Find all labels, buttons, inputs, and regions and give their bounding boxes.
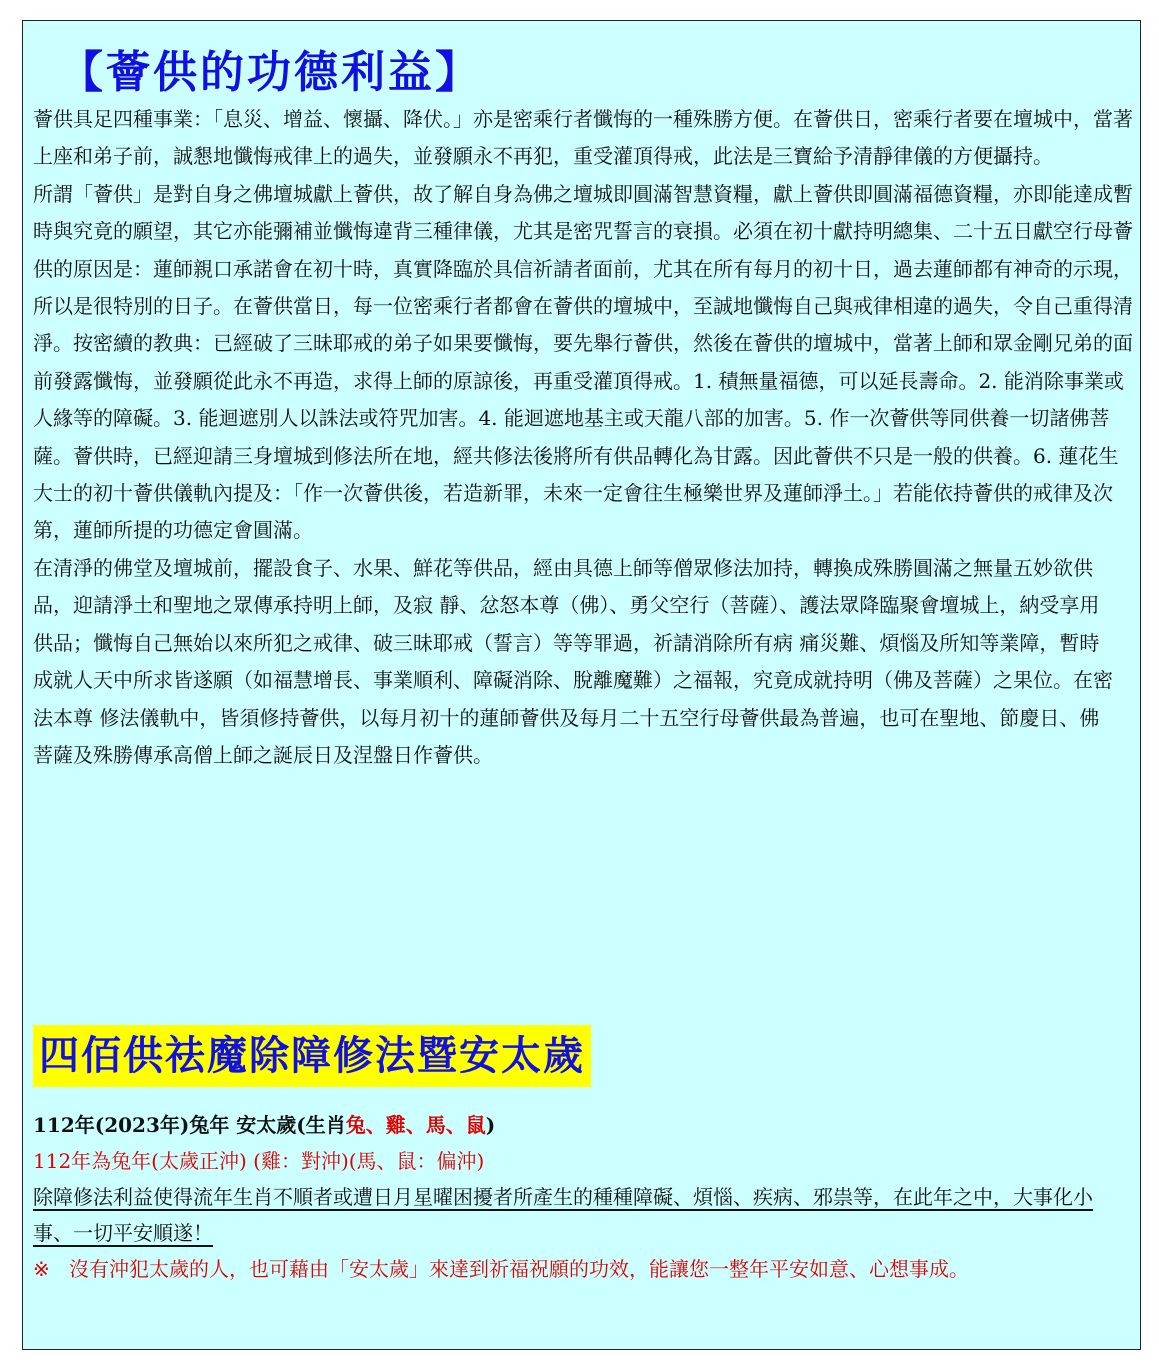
tai-sui-details bbox=[33, 1107, 1133, 1287]
section-title-tai-sui: 四佰供祛魔除障修法暨安太歲 bbox=[33, 1025, 591, 1087]
note-text: 沒有沖犯太歲的人，也可藉由「安太歲」來達到祈福祝願的功效，能讓您一整年平安如意、心想事成。 bbox=[69, 1257, 969, 1281]
zodiac-animals: 兔、雞、馬、鼠 bbox=[345, 1113, 486, 1137]
clash-line: 112年為兔年(太歲正沖) (雞：對沖)(馬、鼠：偏沖) bbox=[33, 1149, 485, 1173]
reference-mark-icon: ※ bbox=[33, 1257, 50, 1281]
year-zodiac-line bbox=[33, 1107, 1133, 1143]
paragraph-meaning-of-offering: 所謂「薈供」是對自身之佛壇城獻上薈供，故了解自身為佛之壇城即圓滿智慧資糧，獻上薈供即圓滿福德資糧，亦即能達成暫時與究竟的願望，其它亦能彌補並懺悔違背三種律儀，尤其是密咒誓言的衰損。必須在初十獻持明總集、二十五日獻空行母薈供的原因是：蓮師親口承諾會在初十時，真實降臨於具信祈請者面前，尤其在所有每月的初十日，過去蓮師都有神奇的示現，所以是很特別的日子。在薈供當日，每一位密乘行者都會在薈供的壇城中，至誠地懺悔自己與戒律相違的過失，令自己重得清淨。按密續的教典：已經破了三昧耶戒的弟子如果要懺悔，要先舉行薈供，然後在薈供的壇城中，當著上師和眾金剛兄弟的面前發露懺悔，並發願從此永不再造，求得上師的原諒後，再重受灌頂得戒。1. 積無量福德，可以延長壽命。2. 能消除事業或人緣等的障礙。3. 能迴遮別人以誅法或符咒加害。4. 能迴遮地基主或天龍八部的加害。5. 作一次薈供等同供養一切諸佛菩薩。薈供時，已經迎請三身壇城到修法所在地，經共修法後將所有供品轉化為甘露。因此薈供不只是一般的供養。6. 蓮花生大士的初十薈供儀軌內提及：「作一次薈供後，若造新罪，未來一定會往生極樂世界及蓮師淨土。」若能依持薈供的戒律及次第，蓮師所提的功德定會圓滿。 bbox=[33, 181, 1133, 543]
offering-merits-body bbox=[33, 101, 1133, 774]
note bbox=[33, 1251, 1133, 1287]
benefit-line: 除障修法利益使得流年生肖不順者或遭日月星曜困擾者所產生的種種障礙、煩惱、疾病、邪祟等，在此年之中，大事化小事、一切平安順遂！ bbox=[33, 1185, 1093, 1245]
year-line-suffix: ) bbox=[485, 1113, 496, 1137]
year-line-prefix: 112年(2023年)兔年 安太歲(生肖 bbox=[33, 1113, 346, 1137]
content-panel bbox=[22, 20, 1141, 1350]
paragraph-four-activities: 薈供具足四種事業：「息災、增益、懷攝、降伏。」亦是密乘行者懺悔的一種殊勝方便。在薈供日，密乘行者要在壇城中，當著上座和弟子前，誠懇地懺悔戒律上的過失，並發願永不再犯，重受灌頂得戒，此法是三寶給予清靜律儀的方便攝持。 bbox=[33, 107, 1133, 169]
section-title-offering-merits: 【薈供的功德利益】 bbox=[59, 47, 482, 98]
paragraph-offering-ritual: 在清淨的佛堂及壇城前，擺設食子、水果、鮮花等供品，經由具德上師等僧眾修法加持，轉換成殊勝圓滿之無量五妙欲供品，迎請淨土和聖地之眾傳承持明上師，及寂 靜、忿怒本尊（佛）、勇父空行（菩薩）、護法眾降臨聚會壇城上，納受享用供品；懺悔自己無始以來所犯之戒律、破三昧耶戒（誓言）等等罪過，祈請消除所有病 痛災難、煩惱及所知等業障，暫時成就人天中所求皆遂願（如福慧增長、事業順利、障礙消除、脫離魔難）之福報，究竟成就持明（佛及菩薩）之果位。在密法本尊 修法儀軌中，皆須修持薈供，以每月初十的蓮師薈供及每月二十五空行母薈供最為普遍，也可在聖地、節慶日、佛菩薩及殊勝傳承高僧上師之誕辰日及涅盤日作薈供。 bbox=[33, 555, 1113, 767]
